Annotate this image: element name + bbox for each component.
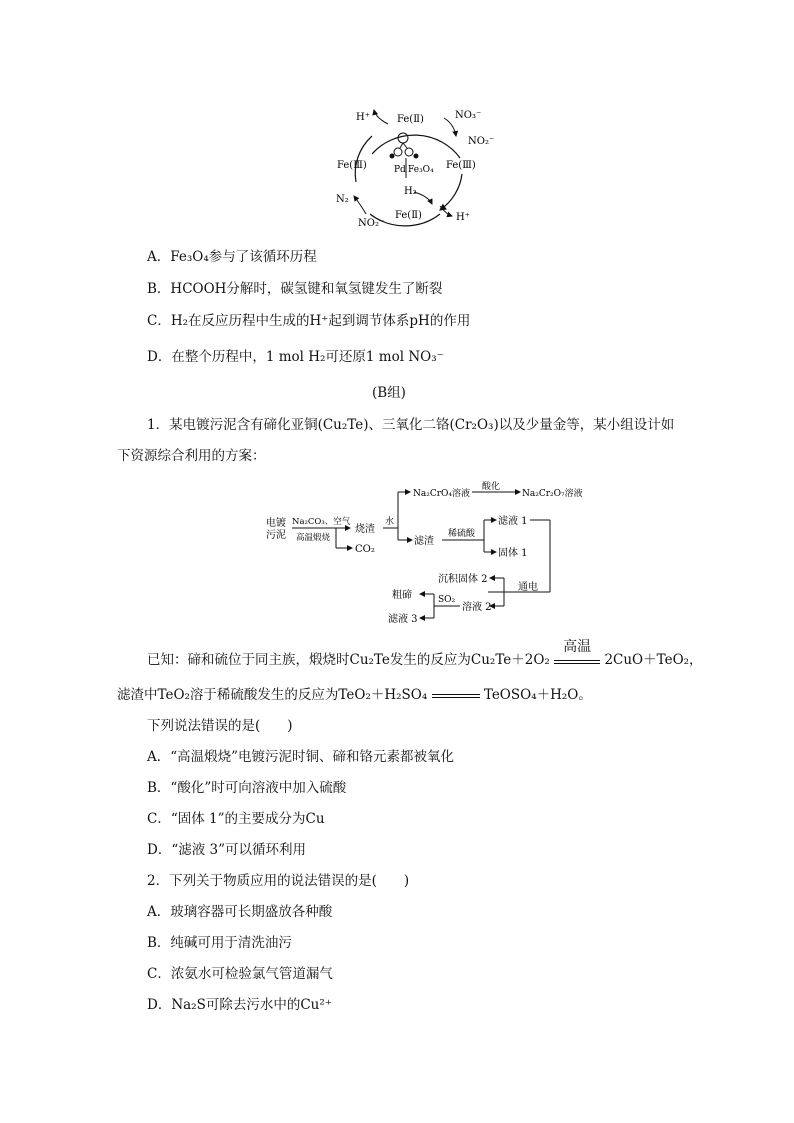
arrow-hplus-out bbox=[374, 110, 388, 124]
flow-water: 水 bbox=[385, 517, 395, 527]
label-fe2-top: Fe(Ⅱ) bbox=[397, 114, 424, 125]
known1-end: 2CuO＋TeO₂， bbox=[604, 652, 703, 668]
prev-option-d-text: D．在整个历程中，1 mol H₂可还原1 mol bbox=[147, 349, 409, 365]
q1-stem-line1: 1．某电镀污泥含有碲化亚铜(Cu₂Te)、三氧化二铬(Cr₂O₃)以及少量金等，某小组设计如 bbox=[147, 417, 675, 433]
q1-ask: 下列说法错误的是( ) bbox=[147, 718, 293, 734]
label-hplus-tl: H⁺ bbox=[356, 112, 370, 123]
arrow-hplus-br bbox=[440, 206, 452, 216]
flow-so2: SO₂ bbox=[438, 595, 456, 605]
known2-text: 滤渣中TeO₂溶于稀硫酸发生的反应为TeO₂＋H₂SO₄ bbox=[117, 687, 428, 703]
prev-option-d-formula: NO₃⁻ bbox=[408, 349, 444, 365]
q1-known-line2 bbox=[117, 685, 592, 705]
label-hplus-br: H⁺ bbox=[456, 212, 470, 223]
label-no2-bl: NO₂⁻ bbox=[358, 218, 385, 229]
flow-filt1: 滤液 1 bbox=[498, 516, 528, 527]
label-no2-tr: NO₂⁻ bbox=[468, 136, 495, 147]
label-h2: H₂ bbox=[404, 186, 417, 197]
cycle-arc-right bbox=[440, 174, 462, 210]
flow-dilute: 稀硫酸 bbox=[448, 529, 476, 539]
flow-lvzha: 滤渣 bbox=[414, 536, 434, 547]
flow-co2: CO₂ bbox=[355, 544, 375, 555]
flow-shaozha: 烧渣 bbox=[355, 524, 375, 535]
arrow-no2-in bbox=[354, 196, 366, 214]
group-b-heading: (B组) bbox=[372, 385, 406, 401]
prev-option-a[interactable]: A．Fe₃O₄参与了该循环历程 bbox=[147, 249, 317, 265]
process-flow-diagram bbox=[0, 478, 794, 628]
flow-na2cro4: Na₂CrO₄溶液 bbox=[413, 489, 471, 499]
q2-option-c[interactable]: C．浓氨水可检验氯气管道漏气 bbox=[147, 966, 333, 982]
q1-option-d[interactable]: D．“滤液 3”可以循环利用 bbox=[147, 842, 307, 858]
prev-option-b[interactable]: B．HCOOH分解时，碳氢键和氧氢键发生了断裂 bbox=[147, 281, 443, 297]
label-pd: Pd bbox=[394, 165, 406, 175]
flow-na2cr2o7: Na₂Cr₂O₇溶液 bbox=[522, 489, 583, 499]
equals-sign bbox=[432, 694, 480, 698]
flow-solid1: 固体 1 bbox=[498, 548, 528, 559]
label-fe3-right: Fe(Ⅲ) bbox=[446, 160, 476, 171]
known1-condition: 高温 bbox=[554, 651, 600, 664]
q1-option-a[interactable]: A．“高温煅烧”电镀污泥时铜、碲和铬元素都被氧化 bbox=[147, 749, 455, 765]
flow-cond-top: Na₂CO₃、空气 bbox=[292, 517, 351, 527]
q2-option-b[interactable]: B．纯碱可用于清洗油污 bbox=[147, 935, 292, 951]
flow-filt3: 滤液 3 bbox=[388, 614, 418, 625]
flow-precip2: 沉积固体 2 bbox=[438, 574, 488, 585]
q2-option-a[interactable]: A．玻璃容器可长期盛放各种酸 bbox=[147, 904, 333, 920]
flow-crude-te: 粗碲 bbox=[392, 590, 412, 601]
catalytic-cycle-diagram bbox=[0, 100, 794, 340]
q2-stem: 2．下列关于物质应用的说法错误的是( ) bbox=[147, 873, 410, 889]
flow-start-1: 电镀 bbox=[266, 518, 286, 529]
cycle-arc-left bbox=[355, 136, 372, 182]
label-n2: N₂ bbox=[336, 194, 349, 205]
known2-end: TeOSO₄＋H₂O。 bbox=[483, 687, 592, 703]
label-fe3o4: Fe₃O₄ bbox=[408, 165, 434, 175]
q1-option-c[interactable]: C．“固体 1”的主要成分为Cu bbox=[147, 811, 325, 827]
label-no3: NO₃⁻ bbox=[455, 110, 482, 121]
q1-option-b[interactable]: B．“酸化”时可向溶液中加入硫酸 bbox=[147, 780, 347, 796]
q2-option-d[interactable]: D．Na₂S可除去污水中的Cu²⁺ bbox=[147, 997, 332, 1013]
flow-electro: 通电 bbox=[518, 582, 538, 593]
label-fe2-bottom: Fe(Ⅱ) bbox=[395, 210, 422, 221]
flow-cond-bottom: 高温煅烧 bbox=[296, 533, 331, 543]
flow-soln2: 溶液 2 bbox=[462, 602, 492, 613]
prev-option-c[interactable]: C．H₂在反应历程中生成的H⁺起到调节体系pH的作用 bbox=[147, 313, 471, 329]
flow-acid: 酸化 bbox=[482, 482, 501, 492]
q1-known-line1 bbox=[147, 639, 703, 670]
q1-stem-line2: 下资源综合利用的方案： bbox=[117, 448, 266, 464]
known1-text: 已知：碲和硫位于同主族，煅烧时Cu₂Te发生的反应为Cu₂Te＋2O₂ bbox=[147, 652, 550, 668]
flow-start-2: 污泥 bbox=[266, 530, 286, 541]
label-fe3-left: Fe(Ⅲ) bbox=[337, 160, 367, 171]
prev-option-d[interactable] bbox=[147, 347, 444, 367]
